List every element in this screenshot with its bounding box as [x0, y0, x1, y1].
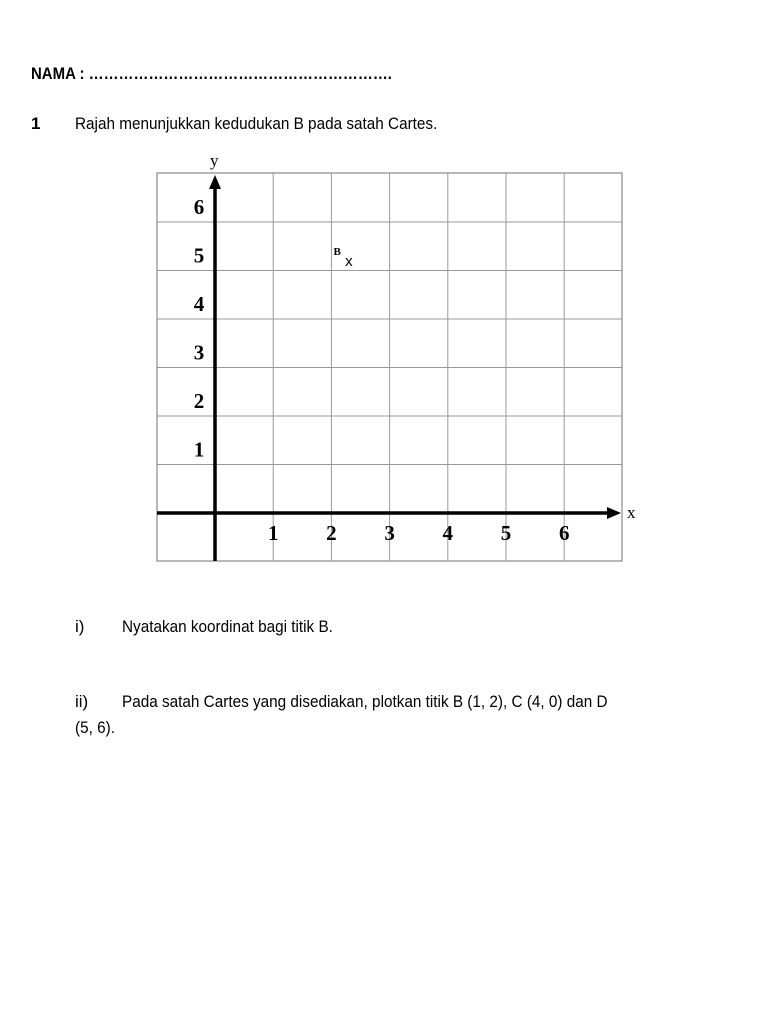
question-number: 1 — [31, 114, 41, 133]
part-i-text: Nyatakan koordinat bagi titik B. — [122, 617, 333, 636]
x-tick-label: 4 — [442, 521, 454, 545]
y-tick-label: 1 — [193, 437, 205, 462]
y-tick-label: 6 — [193, 195, 205, 219]
plotted-points — [334, 246, 354, 270]
y-axis-label: y — [210, 151, 219, 170]
y-tick-label: 2 — [193, 389, 205, 413]
part-ii-label: ii) — [75, 692, 89, 711]
x-tick-label: 6 — [558, 521, 570, 545]
x-tick-label: 3 — [384, 521, 395, 545]
x-axis-label: x — [627, 503, 636, 522]
x-tick-label: 1 — [267, 521, 279, 545]
name-field-line: NAMA : ……………………………………………………. — [31, 64, 392, 83]
point-label: B — [333, 245, 341, 258]
y-tick-label: 4 — [193, 292, 205, 316]
y-axis-arrow — [209, 175, 221, 189]
part-i-label: i) — [75, 617, 85, 636]
grid-lines — [157, 173, 622, 561]
point-marker: x — [345, 252, 353, 270]
part-ii-text-continued: (5, 6). — [75, 718, 115, 737]
tick-labels — [194, 195, 570, 545]
x-tick-label: 5 — [500, 521, 512, 545]
part-ii-text: Pada satah Cartes yang disediakan, plotkan titik B (1, 2), C (4, 0) dan D — [122, 692, 608, 711]
x-tick-label: 2 — [326, 521, 337, 545]
y-tick-label: 5 — [193, 243, 205, 268]
question-stem: Rajah menunjukkan kedudukan B pada satah Cartes. — [75, 114, 438, 133]
y-tick-label: 3 — [193, 340, 205, 365]
x-axis-arrow — [607, 507, 621, 519]
